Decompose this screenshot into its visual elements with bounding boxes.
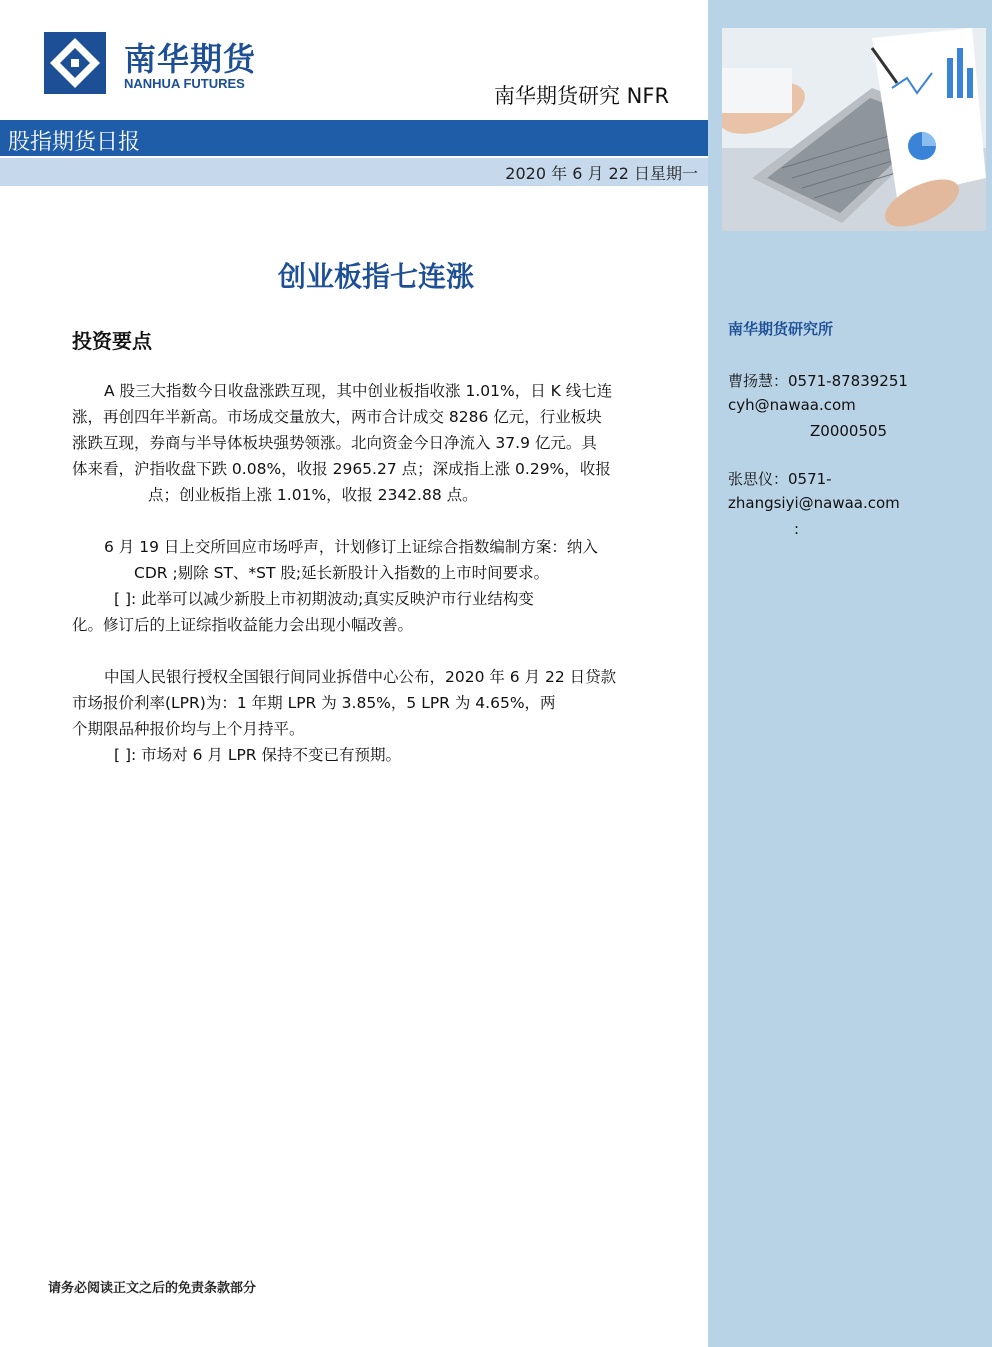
paragraph-lpr bbox=[72, 664, 664, 768]
paragraph-market-summary bbox=[72, 378, 664, 508]
paragraph-line: 涨，再创四年半新高。市场成交量放大，两市合计成交 8286 亿元，行业板块 bbox=[72, 408, 602, 426]
paragraph-line: 市场报价利率(LPR)为：1 年期 LPR 为 3.85%，5 LPR 为 4.65%，两 bbox=[72, 694, 556, 712]
analyst-2-license-label: : bbox=[794, 520, 800, 538]
headline: 创业板指七连涨 bbox=[277, 260, 474, 293]
paragraph-line: A 股三大指数今日收盘涨跌互现，其中创业板指收涨 1.01%，日 K 线七连 bbox=[104, 382, 613, 400]
analyst-2-email: zhangsiyi@nawaa.com bbox=[728, 494, 900, 512]
paragraph-line: 涨跌互现，券商与半导体板块强势领涨。北向资金今日净流入 37.9 亿元。具 bbox=[72, 434, 597, 452]
paragraph-line: 点；创业板指上涨 1.01%，收报 2342.88 点。 bbox=[148, 486, 478, 504]
brand-tag: 南华期货研究 NFR bbox=[494, 84, 670, 108]
paragraph-line: [ ]: 市场对 6 月 LPR 保持不变已有预期。 bbox=[114, 746, 401, 764]
paragraph-line: 化。修订后的上证综指收益能力会出现小幅改善。 bbox=[72, 616, 414, 634]
institute-name: 南华期货研究所 bbox=[728, 320, 834, 338]
paragraph-line: CDR ;剔除 ST、*ST 股;延长新股计入指数的上市时间要求。 bbox=[134, 564, 550, 582]
paragraph-line: [ ]: 此举可以减少新股上市初期波动;真实反映沪市行业结构变 bbox=[114, 590, 534, 608]
date-bar bbox=[0, 158, 708, 186]
paragraph-line: 个期限品种报价均与上个月持平。 bbox=[72, 720, 305, 738]
analyst-1-email: cyh@nawaa.com bbox=[728, 396, 856, 414]
header-photo bbox=[722, 28, 986, 231]
logo-chinese-name: 南华期货 bbox=[124, 40, 257, 78]
analyst-1-phone: 曹扬慧：0571-87839251 bbox=[728, 372, 908, 390]
paragraph-line: 6 月 19 日上交所回应市场呼声，计划修订上证综合指数编制方案：纳入 bbox=[104, 538, 598, 556]
report-type: 股指期货日报 bbox=[8, 130, 141, 155]
paragraph-line: 体来看，沪指收盘下跌 0.08%，收报 2965.27 点；深成指上涨 0.29%，收报 bbox=[72, 460, 611, 478]
nanhua-logo-mark bbox=[44, 32, 106, 94]
logo-english-name: NANHUA FUTURES bbox=[124, 76, 245, 91]
report-date: 2020 年 6 月 22 日星期一 bbox=[505, 164, 698, 183]
footer-disclaimer: 请务必阅读正文之后的免责条款部分 bbox=[48, 1281, 257, 1296]
section-title: 投资要点 bbox=[72, 329, 152, 353]
paragraph-sse-index-revision bbox=[72, 534, 664, 638]
paragraph-line: 中国人民银行授权全国银行间同业拆借中心公布，2020 年 6 月 22 日贷款 bbox=[104, 668, 617, 686]
analyst-2-phone: 张思仪：0571- bbox=[728, 470, 832, 488]
analyst-1-license: Z0000505 bbox=[810, 422, 888, 440]
report-type-bar bbox=[0, 120, 708, 156]
